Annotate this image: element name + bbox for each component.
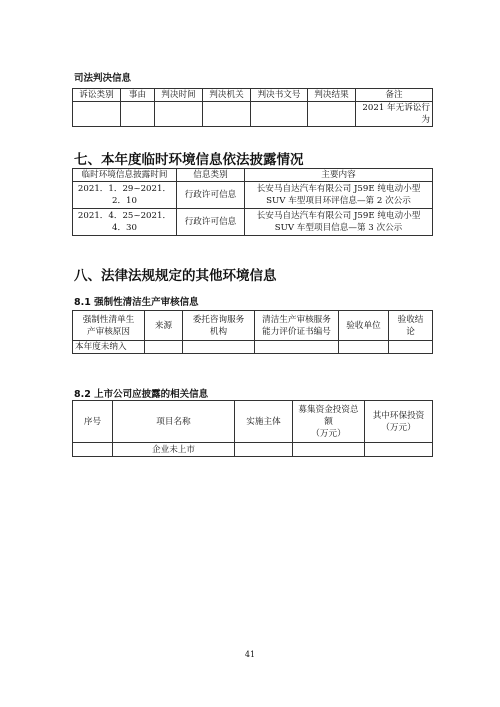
header-cell: 验收结 论 [389, 311, 433, 341]
header-cell: 实施主体 [235, 401, 293, 443]
header-cell: 募集资金投资总 额 （万元） [293, 401, 365, 443]
judicial-data-row [73, 102, 433, 127]
judicial-header-cell: 判决书文号 [251, 89, 308, 102]
temp-env-row [73, 209, 433, 236]
judicial-header-cell: 备注 [356, 89, 433, 102]
temp-env-header-cell: 信息类别 [177, 169, 245, 182]
header-cell: 项目名称 [113, 401, 235, 443]
judicial-header-cell: 判决时间 [155, 89, 203, 102]
header-cell: 委托咨询服务 机构 [183, 311, 255, 341]
subsection-title-8-2: 8.2 上市公司应披露的相关信息 [74, 389, 209, 400]
judicial-note-cell: 2021 年无诉讼行为 [356, 102, 433, 127]
main-content: 长安马自达汽车有限公司 J59E 纯电动小型 SUV 车型项目环评信息—第 2 次公示 [245, 182, 433, 209]
info-category: 行政许可信息 [177, 182, 245, 209]
temp-env-header-cell: 临时环境信息披露时间 [73, 169, 177, 182]
page-number: 41 [244, 650, 256, 659]
temp-env-header-cell: 主要内容 [245, 169, 433, 182]
info-category: 行政许可信息 [177, 209, 245, 236]
listed-company-table [72, 400, 433, 457]
judicial-header-cell: 诉讼类别 [73, 89, 121, 102]
header-cell: 来源 [145, 311, 183, 341]
header-cell: 验收单位 [339, 311, 389, 341]
listed-company-header-row [73, 401, 433, 443]
judicial-table [72, 88, 433, 127]
main-content: 长安马自达汽车有限公司 J59E 纯电动小型 SUV 车型项目信息—第 3 次公示 [245, 209, 433, 236]
judicial-header-row [73, 89, 433, 102]
section-title-judicial: 司法判决信息 [74, 73, 132, 84]
header-cell: 强制性清单生 产审核原因 [73, 311, 145, 341]
clean-production-data-row [73, 341, 433, 354]
temp-env-row [73, 182, 433, 209]
not-included-cell: 本年度未纳入 [73, 341, 145, 354]
header-cell: 序号 [73, 401, 113, 443]
judicial-header-cell: 判决结果 [308, 89, 356, 102]
disclosure-time: 2021．1．29~2021．2．10 [73, 182, 177, 209]
header-cell: 其中环保投资 （万元） [365, 401, 433, 443]
temp-env-info-table [72, 168, 433, 236]
section-title-8: 八、法律法规规定的其他环境信息 [74, 268, 277, 284]
judicial-header-cell: 事由 [121, 89, 155, 102]
clean-production-table [72, 310, 433, 354]
section-title-7: 七、本年度临时环境信息依法披露情况 [74, 152, 304, 168]
not-listed-cell: 企业未上市 [113, 443, 235, 457]
header-cell: 清洁生产审核服务 能力评价证书编号 [255, 311, 339, 341]
disclosure-time: 2021．4．25~2021．4．30 [73, 209, 177, 236]
judicial-header-cell: 判决机关 [203, 89, 251, 102]
subsection-title-8-1: 8.1 强制性清洁生产审核信息 [74, 297, 199, 308]
temp-env-header-row [73, 169, 433, 182]
listed-company-data-row [73, 443, 433, 457]
clean-production-header-row [73, 311, 433, 341]
